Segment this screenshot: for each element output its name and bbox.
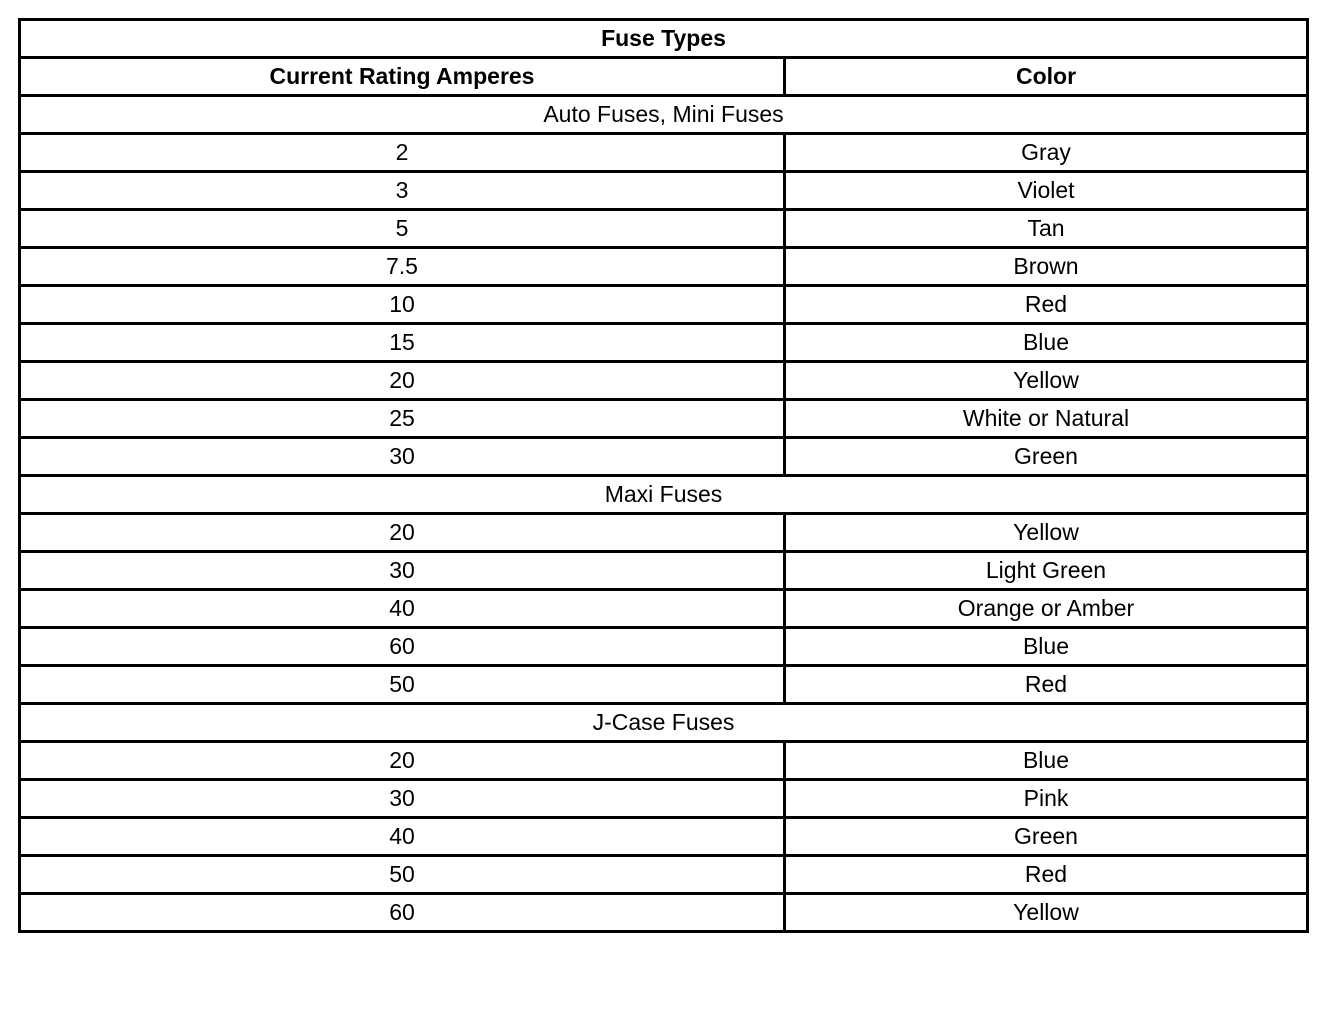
group-header-row: [20, 96, 1308, 134]
table-row: [20, 400, 1308, 438]
color-cell: Light Green: [785, 552, 1308, 590]
rating-cell: 30: [20, 438, 785, 476]
rating-cell: 40: [20, 590, 785, 628]
rating-cell: 50: [20, 666, 785, 704]
color-cell: Violet: [785, 172, 1308, 210]
table-row: [20, 210, 1308, 248]
header-current-rating: Current Rating Amperes: [20, 58, 785, 96]
table-row: [20, 628, 1308, 666]
table-row: [20, 818, 1308, 856]
group-header-row: [20, 476, 1308, 514]
table-body: [20, 96, 1308, 932]
color-cell: Red: [785, 286, 1308, 324]
color-cell: Blue: [785, 324, 1308, 362]
color-cell: Brown: [785, 248, 1308, 286]
group-header-row: [20, 704, 1308, 742]
table-row: [20, 894, 1308, 932]
rating-cell: 20: [20, 362, 785, 400]
rating-cell: 40: [20, 818, 785, 856]
color-cell: White or Natural: [785, 400, 1308, 438]
table-row: [20, 666, 1308, 704]
color-cell: Orange or Amber: [785, 590, 1308, 628]
table-row: [20, 856, 1308, 894]
rating-cell: 30: [20, 552, 785, 590]
table-row: [20, 552, 1308, 590]
table-row: [20, 590, 1308, 628]
table-row: [20, 362, 1308, 400]
group-name: J-Case Fuses: [20, 704, 1308, 742]
table-title: Fuse Types: [20, 20, 1308, 58]
group-name: Auto Fuses, Mini Fuses: [20, 96, 1308, 134]
rating-cell: 2: [20, 134, 785, 172]
rating-cell: 20: [20, 514, 785, 552]
table-row: [20, 514, 1308, 552]
rating-cell: 50: [20, 856, 785, 894]
rating-cell: 3: [20, 172, 785, 210]
fuse-types-table: [18, 18, 1309, 933]
color-cell: Yellow: [785, 894, 1308, 932]
group-name: Maxi Fuses: [20, 476, 1308, 514]
rating-cell: 60: [20, 628, 785, 666]
rating-cell: 25: [20, 400, 785, 438]
color-cell: Red: [785, 856, 1308, 894]
rating-cell: 15: [20, 324, 785, 362]
rating-cell: 30: [20, 780, 785, 818]
rating-cell: 20: [20, 742, 785, 780]
rating-cell: 10: [20, 286, 785, 324]
table-header-row: [20, 58, 1308, 96]
table-row: [20, 324, 1308, 362]
table-row: [20, 286, 1308, 324]
rating-cell: 7.5: [20, 248, 785, 286]
color-cell: Green: [785, 818, 1308, 856]
color-cell: Yellow: [785, 514, 1308, 552]
color-cell: Tan: [785, 210, 1308, 248]
header-color: Color: [785, 58, 1308, 96]
color-cell: Blue: [785, 628, 1308, 666]
rating-cell: 60: [20, 894, 785, 932]
table-row: [20, 742, 1308, 780]
color-cell: Blue: [785, 742, 1308, 780]
color-cell: Yellow: [785, 362, 1308, 400]
table-row: [20, 780, 1308, 818]
color-cell: Pink: [785, 780, 1308, 818]
rating-cell: 5: [20, 210, 785, 248]
table-row: [20, 438, 1308, 476]
table-row: [20, 172, 1308, 210]
color-cell: Green: [785, 438, 1308, 476]
color-cell: Gray: [785, 134, 1308, 172]
table-row: [20, 248, 1308, 286]
table-title-row: [20, 20, 1308, 58]
color-cell: Red: [785, 666, 1308, 704]
table-row: [20, 134, 1308, 172]
